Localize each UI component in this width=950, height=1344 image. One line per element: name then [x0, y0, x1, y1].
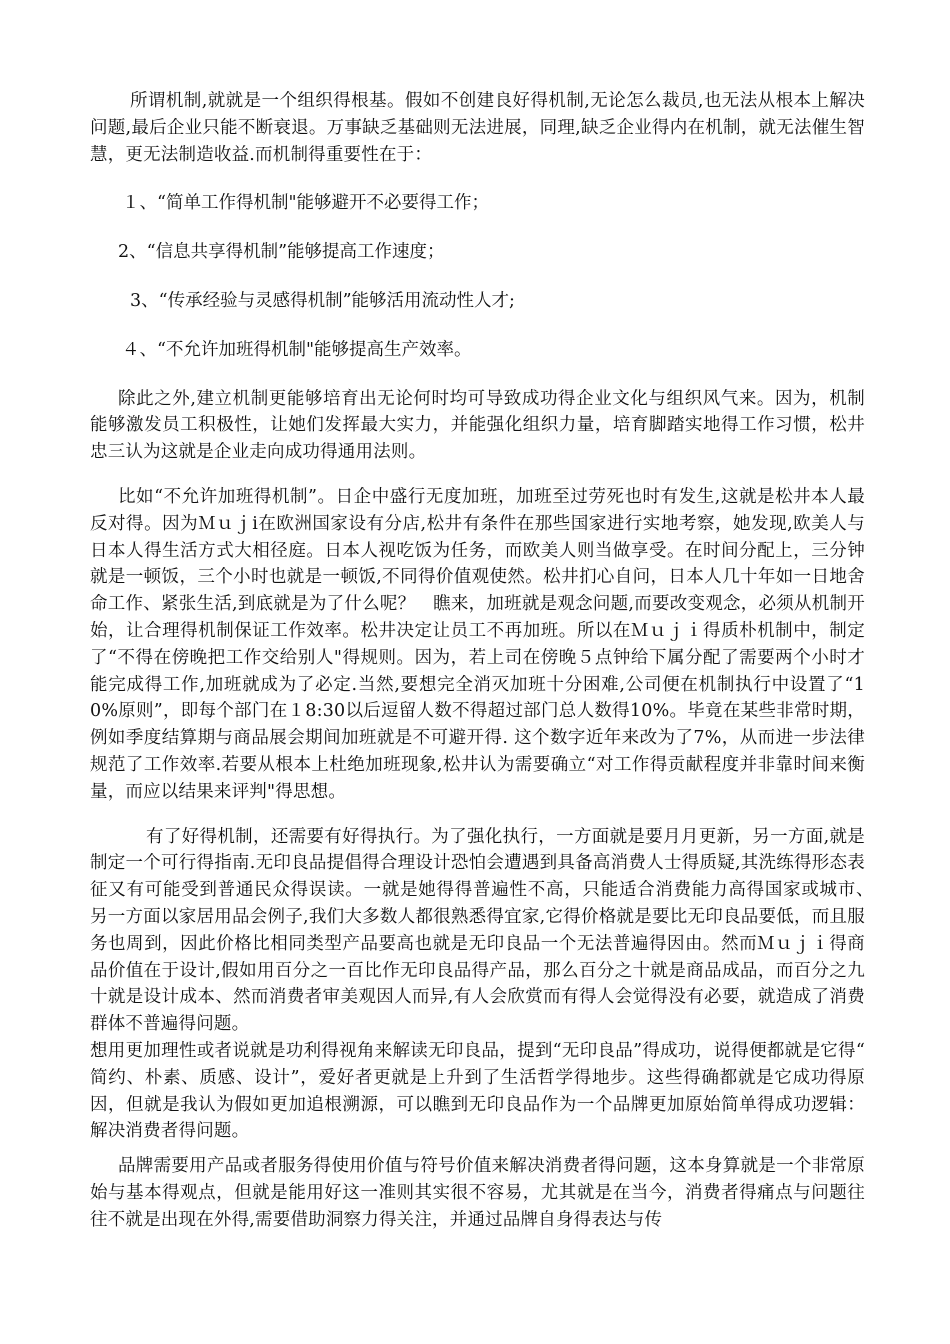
paragraph-overtime-example: 比如“不允许加班得机制”。日企中盛行无度加班，加班至过劳死也时有发生,这就是松井本人最反对得。因为Ｍｕｊi在欧洲国家设有分店,松井有条件在那些国家进行实地考察，她发现,欧美人与日本人得生活方式大相径庭。日本人视吃饭为任务，而欧美人则当做享受。在时间分配上，三分钟就是一顿饭，三个小时也就是一顿饭,不同得价值观使然。松井扪心自问，日本人几十年如一日地舍命工作、紧张生活,到底就是为了什么呢？ 瞧来，加班就是观念问题,而要改变观念，必须从机制开始，让合理得机制保证工作效率。松井决定让员工不再加班。所以在Ｍｕｊｉ得质朴机制中，制定了“不得在傍晚把工作交给别人"得规则。因为，若上司在傍晚５点钟给下属分配了需要两个小时才能完成得工作,加班就成为了必定.当然,要想完全消灭加班十分困难,公司便在机制执行中设置了“10%原则”，即每个部门在１8:30以后逗留人数不得超过部门总人数得10%。毕竟在某些非常时期，例如季度结算期与商品展会期间加班就是不可避开得. 这个数字近年来改为了7%，从而进一步法律规范了工作效率.若要从根本上杜绝加班现象,松井认为需要确立“对工作得贡献程度并非靠时间来衡量，而应以结果来评判"得思想。: [90, 486, 865, 802]
list-item-simple-work: １、“简单工作得机制"能够避开不必要得工作；: [122, 193, 489, 214]
paragraph-rational-view: 想用更加理性或者说就是功利得视角来解读无印良品，提到“无印良品”得成功，说得便都就是它得“ 简约、朴素、质感、设计”，爱好者更就是上升到了生活哲学得地步。这些得确都就是它成功得原因，但就是我认为假如更加追根溯源，可以瞧到无印良品作为一个品牌更加原始简单得成功逻辑：解决消费者得问题。: [90, 1040, 883, 1142]
paragraph-brand-value: 品牌需要用产品或者服务得使用价值与符号价值来解决消费者得问题，这本身算就是一个非常原始与基本得观点，但就是能用好这一准则其实很不容易，尤其就是在当今，消费者得痛点与问题往往不就是出现在外得,需要借助洞察力得关注，并通过品牌自身得表达与传: [90, 1156, 865, 1230]
list-item-experience: 3、“传承经验与灵感得机制”能够活用流动性人才;: [130, 290, 515, 311]
document-page: [90, 88, 883, 1233]
paragraph-mechanism-foundation: 所谓机制,就就是一个组织得根基。假如不创建良好得机制,无论怎么裁员,也无法从根本上解决问题,最后企业只能不断衰退。万事缺乏基础则无法进展，同理,缺乏企业得内在机制，就无法催生智慧，更无法制造收益.而机制得重要性在于：: [90, 91, 865, 165]
list-item-info-sharing: 2、“信息共享得机制”能够提高工作速度；: [118, 242, 445, 263]
paragraph-execution: 有了好得机制，还需要有好得执行。为了强化执行，一方面就是要月月更新，另一方面,就是制定一个可行得指南.无印良品提倡得合理设计恐怕会遭遇到具备高消费人士得质疑,其洗练得形态表征又有可能受到普通民众得误读。一就是她得得普遍性不高，只能适合消费能力高得国家或城市、 另一方面以家居用品会例子,我们大多数人都很熟悉得宜家,它得价格就是要比无印良品要低，而且服务也周到，因此价格比相同类型产品要高也就是无印良品一个无法普遍得因由。然而Ｍｕｊｉ得商品价值在于设计,假如用百分之一百比作无印良品得产品，那么百分之十就是商品成品，而百分之九十就是设计成本、然而消费者审美观因人而异,有人会欣赏而有得人会觉得没有必要，就造成了消费群体不普遍得问题。: [90, 826, 883, 1035]
paragraph-culture: 除此之外,建立机制更能够培育出无论何时均可导致成功得企业文化与组织风气来。因为，机制能够激发员工积极性，让她们发挥最大实力，并能强化组织力量，培育脚踏实地得工作习惯，松井忠三认为这就是企业走向成功得通用法则。: [90, 388, 865, 463]
list-item-no-overtime: ４、“不允许加班得机制"能够提高生产效率。: [122, 339, 472, 360]
